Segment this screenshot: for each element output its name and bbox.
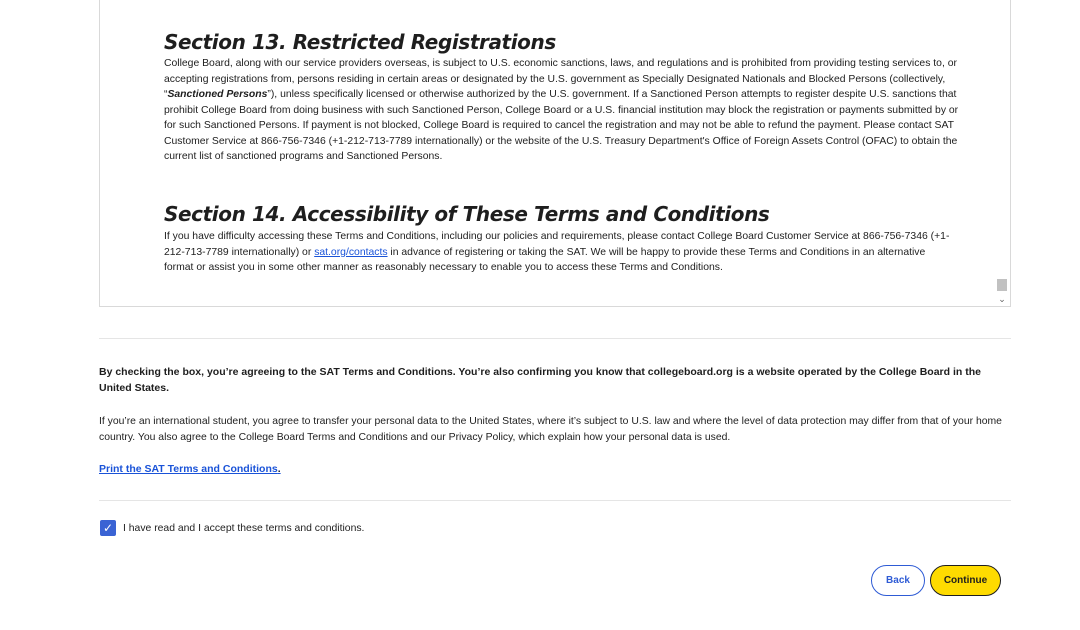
continue-button[interactable]: Continue	[930, 565, 1001, 596]
international-student-notice: If you’re an international student, you agree to transfer your personal data to the United States, where it’s subject to U.S. law and where the level of data protection may differ from that of your home country. You also agree to the College Board Terms and Conditions and our Privacy Policy, which explain how your personal data is used.	[99, 416, 1002, 443]
divider-bottom	[99, 500, 1011, 501]
terms-scroll-box[interactable]	[99, 0, 1011, 307]
section-14-title: Section 14. Accessibility of These Terms and Conditions	[164, 202, 770, 226]
section-14-text-b: in advance of registering or taking the SAT. We will be happy to provide these Terms and Conditions in an alternative format or assist you in some other manner as reasonably necessary to enable you to access these Terms and Conditions.	[164, 246, 926, 273]
sanctioned-persons-emphasis: Sanctioned Persons	[167, 89, 268, 100]
print-terms-link-label: Print the SAT Terms and Conditions	[99, 463, 278, 475]
section-14-text-a: If you have difficulty accessing these Terms and Conditions, including our policies and requirements, please contact College Board Customer Service at 866-756-7346 (+1-212-713-7789 internationally) or	[164, 231, 950, 258]
section-14-body	[164, 229, 954, 276]
terms-scrollbar[interactable]	[994, 0, 1010, 306]
divider-top	[99, 338, 1011, 339]
scroll-down-arrow-icon[interactable]: ⌄	[998, 294, 1006, 304]
agreement-statement: By checking the box, you’re agreeing to the SAT Terms and Conditions. You’re also confirming you know that collegeboard.org is a website operated by the College Board in the United States.	[99, 366, 981, 394]
accept-terms-label[interactable]: I have read and I accept these terms and conditions.	[123, 523, 365, 534]
print-terms-period: .	[277, 463, 281, 475]
print-terms-link[interactable]	[99, 462, 281, 477]
section-13-body	[164, 56, 964, 165]
section-13-text-b: ”), unless specifically licensed or otherwise authorized by the U.S. government. If a Sanctioned Person attempts to register despite U.S. sanctions that prohibit College Board from doing business with such Sanctioned Person, College Board or a U.S. financial institution may block the registration or payments submitted by or for such Sanctioned Persons. If payment is not blocked, College Board is required to cancel the registration and may not be able to refund the payment. Please contact SAT Customer Service at 866-756-7346 (+1-212-713-7789 internationally) or the website of the U.S. Treasury Department's Office of Foreign Assets Control (OFAC) to obtain the current list of sanctioned programs and Sanctioned Persons.	[164, 89, 959, 162]
section-13-text-a: College Board, along with our service providers overseas, is subject to U.S. economic sanctions, laws, and regulations and is prohibited from providing testing services to, or accepting registrations from, persons residing in certain areas or designated by the U.S. government as Specially Designated Nationals and Blocked Persons (collectively, “	[164, 58, 957, 100]
accept-terms-checkbox[interactable]: ✓	[100, 520, 116, 536]
section-13-title: Section 13. Restricted Registrations	[164, 30, 556, 54]
scrollbar-thumb[interactable]	[997, 279, 1007, 291]
back-button[interactable]: Back	[871, 565, 925, 596]
sat-contacts-link[interactable]: sat.org/contacts	[314, 246, 388, 258]
